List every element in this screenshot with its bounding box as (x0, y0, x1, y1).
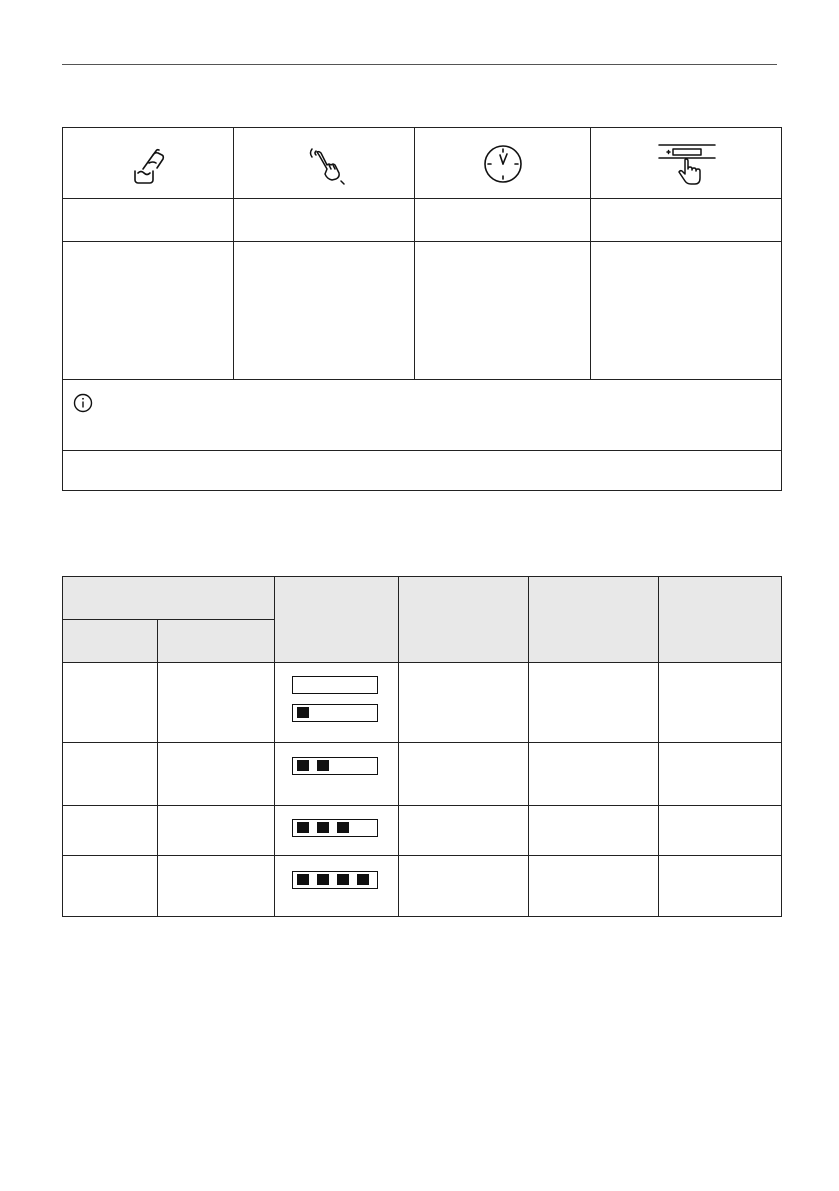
levels-table (62, 576, 782, 917)
symbol-detail (591, 242, 782, 254)
control-panel-touch-icon (591, 128, 782, 199)
level-indicator-bar (292, 676, 378, 694)
touch-gesture-icon (234, 128, 415, 199)
level-indicator-bar (292, 757, 378, 775)
symbol-description (591, 199, 782, 211)
symbol-detail (234, 242, 415, 254)
symbols-table (62, 127, 782, 491)
level-square (337, 822, 349, 833)
column-divider (274, 577, 275, 916)
hand-wash-icon (63, 128, 234, 199)
table-footer-row (63, 450, 781, 490)
symbol-description (63, 199, 234, 211)
column-divider (157, 620, 158, 916)
table-header (63, 577, 781, 663)
symbol-detail (415, 242, 591, 254)
level-square (317, 874, 329, 885)
info-icon (73, 393, 93, 413)
level-square (317, 760, 329, 771)
column-divider (658, 577, 659, 916)
level-square (297, 822, 309, 833)
column-divider (528, 577, 529, 916)
info-note-row (63, 380, 781, 450)
level-indicator-bar (292, 871, 378, 889)
row-divider (63, 742, 781, 743)
level-indicator-bar (292, 704, 378, 722)
level-square (357, 874, 369, 885)
level-square (297, 760, 309, 771)
level-square (297, 707, 309, 718)
level-indicator-bar (292, 819, 378, 837)
level-square (337, 874, 349, 885)
row-divider (63, 619, 274, 620)
symbol-description (234, 199, 415, 211)
column-divider (398, 577, 399, 916)
row-divider (63, 805, 781, 806)
clock-icon (415, 128, 591, 199)
level-square (297, 874, 309, 885)
level-square (317, 822, 329, 833)
symbol-detail (63, 242, 234, 254)
symbol-description (415, 199, 591, 211)
row-divider (63, 855, 781, 856)
row-divider (63, 662, 781, 663)
page-header-rule (62, 64, 777, 65)
